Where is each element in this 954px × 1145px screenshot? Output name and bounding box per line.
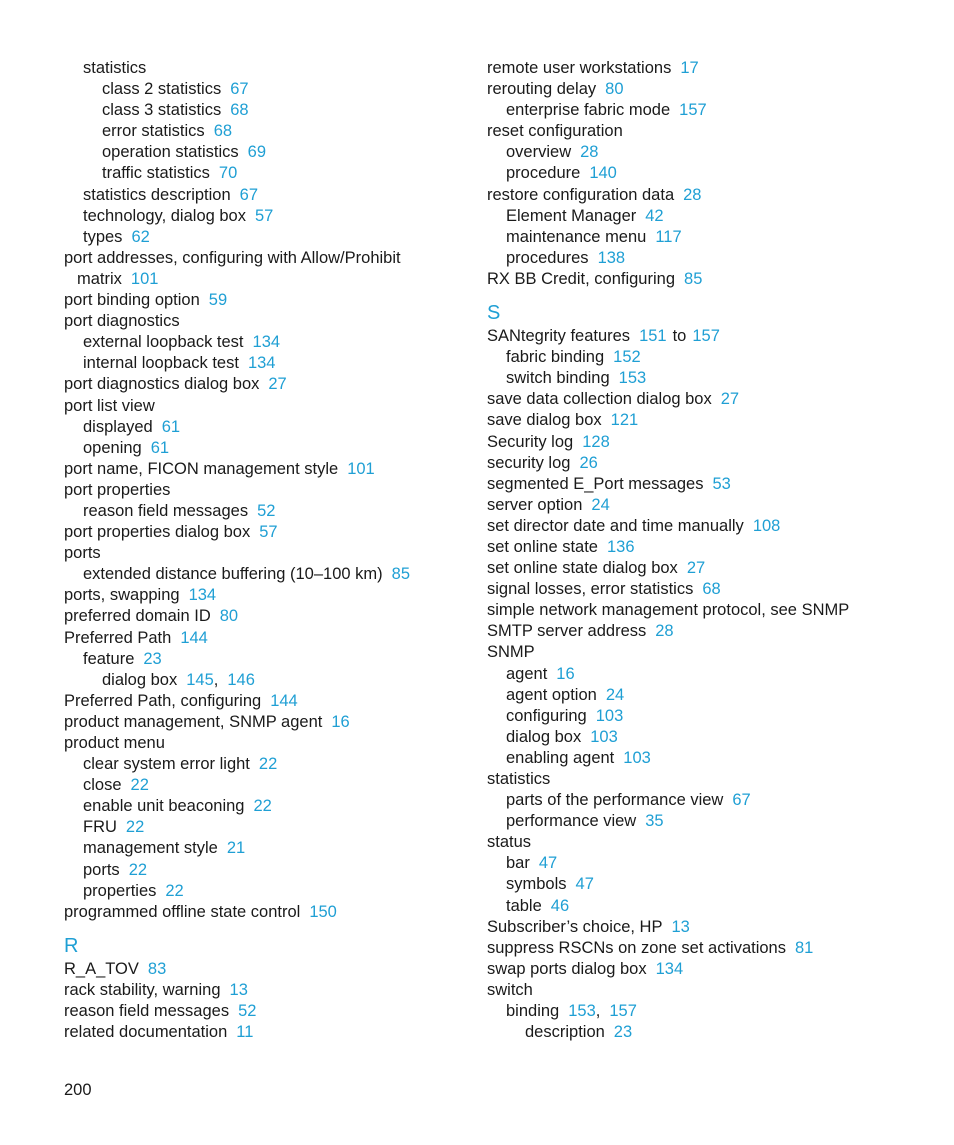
page-link[interactable]: 52 xyxy=(238,1002,257,1021)
index-entry xyxy=(487,121,927,142)
page-number: 200 xyxy=(64,1081,92,1099)
index-term: external loopback test xyxy=(83,333,244,352)
page-link[interactable]: 61 xyxy=(150,438,170,457)
page-link[interactable]: 128 xyxy=(582,432,610,451)
page-link[interactable]: 27 xyxy=(720,390,740,409)
index-entry xyxy=(64,733,464,754)
page-link[interactable]: 70 xyxy=(218,164,238,183)
page-link[interactable]: 134 xyxy=(655,959,684,978)
index-entry xyxy=(64,670,464,691)
index-entry xyxy=(64,649,464,670)
page-link[interactable]: 103 xyxy=(623,748,651,767)
page-link[interactable]: 67 xyxy=(230,80,249,99)
index-entry xyxy=(487,516,927,537)
page-link[interactable]: 69 xyxy=(247,143,267,162)
index-entry xyxy=(487,269,927,290)
index-term: swap ports dialog box xyxy=(487,959,647,978)
page-link[interactable]: 28 xyxy=(580,143,599,162)
index-entry xyxy=(487,206,927,227)
page-link[interactable]: 134 xyxy=(252,333,281,352)
index-term: segmented E_Port messages xyxy=(487,474,704,493)
index-entry xyxy=(64,459,464,480)
index-entry xyxy=(64,959,464,980)
index-entry xyxy=(487,896,927,917)
index-term: extended distance buffering (10–100 km) xyxy=(83,565,383,584)
page-link[interactable]: 28 xyxy=(683,185,702,204)
page-link[interactable]: 22 xyxy=(165,881,184,900)
index-term: configuring xyxy=(506,706,587,725)
index-entry xyxy=(64,1022,464,1043)
index-term: SMTP server address xyxy=(487,622,647,641)
page-link[interactable]: 22 xyxy=(125,818,145,837)
page-link[interactable]: 16 xyxy=(331,712,350,731)
page-link[interactable]: 101 xyxy=(347,459,375,478)
page-link[interactable]: 150 xyxy=(309,902,337,921)
index-term: switch xyxy=(487,980,533,999)
page-link[interactable]: 103 xyxy=(595,706,624,725)
page-link[interactable]: 46 xyxy=(550,896,570,915)
index-entry xyxy=(64,163,464,184)
page-link[interactable]: 62 xyxy=(131,227,150,246)
index-entry xyxy=(64,691,464,712)
index-entry xyxy=(487,811,927,832)
index-entry xyxy=(64,606,464,627)
index-entry xyxy=(487,664,927,685)
index-entry xyxy=(64,543,464,564)
index-term: fabric binding xyxy=(506,348,605,367)
index-term: port properties xyxy=(64,480,171,499)
page-link[interactable]: 140 xyxy=(589,164,617,183)
index-entry xyxy=(64,121,464,142)
index-term: statistics description xyxy=(83,185,231,204)
index-entry xyxy=(64,480,464,501)
index-entry xyxy=(487,474,927,495)
index-entry xyxy=(487,853,927,874)
page-link[interactable]: 117 xyxy=(655,227,682,246)
page-link[interactable]: 157 xyxy=(679,101,707,120)
index-term: binding xyxy=(506,1002,560,1021)
page-link[interactable]: 24 xyxy=(605,685,625,704)
page-link[interactable]: 24 xyxy=(591,495,610,514)
index-term: Security log xyxy=(487,432,574,451)
page-link[interactable]: 13 xyxy=(671,917,690,936)
index-entry xyxy=(487,326,927,347)
index-term: server option xyxy=(487,495,583,514)
index-entry xyxy=(64,796,464,817)
index-term: product management, SNMP agent xyxy=(64,712,323,731)
index-term: rack stability, warning xyxy=(64,980,221,999)
index-entry xyxy=(487,58,927,79)
index-term: R_A_TOV xyxy=(64,959,139,978)
index-term: signal losses, error statistics xyxy=(487,580,694,599)
index-term: management style xyxy=(83,839,218,858)
index-entry xyxy=(487,706,927,727)
index-entry xyxy=(487,874,927,895)
index-entry xyxy=(487,410,927,431)
index-term: ports xyxy=(83,860,120,879)
index-term: error statistics xyxy=(102,122,205,141)
index-entry xyxy=(487,537,927,558)
index-term: port name, FICON management style xyxy=(64,459,339,478)
page-link[interactable]: 134 xyxy=(247,354,276,373)
index-entry xyxy=(487,248,927,269)
index-entry xyxy=(487,769,927,790)
index-term: preferred domain ID xyxy=(64,607,211,626)
page-link[interactable]: 26 xyxy=(579,453,598,472)
index-entry xyxy=(64,1001,464,1022)
page-link[interactable]: 52 xyxy=(257,501,276,520)
index-entry xyxy=(64,311,464,332)
index-term: displayed xyxy=(83,417,153,436)
page-link[interactable]: 47 xyxy=(538,854,558,873)
index-entry xyxy=(487,685,927,706)
page-link[interactable]: 23 xyxy=(613,1023,633,1042)
index-term: set online state dialog box xyxy=(487,559,678,578)
index-term: types xyxy=(83,227,123,246)
index-entry xyxy=(487,368,927,389)
page-link[interactable]: 144 xyxy=(180,628,208,647)
index-entry xyxy=(64,332,464,353)
index-term: dialog box xyxy=(102,670,178,689)
index-term: performance view xyxy=(506,812,637,831)
index-term: internal loopback test xyxy=(83,354,239,373)
index-entry xyxy=(64,142,464,163)
index-entry xyxy=(64,564,464,585)
index-entry xyxy=(64,290,464,311)
index-entry xyxy=(64,501,464,522)
index-entry xyxy=(64,417,464,438)
page-link[interactable]: 108 xyxy=(752,516,781,535)
index-term: agent option xyxy=(506,685,597,704)
page-link[interactable]: 103 xyxy=(590,727,618,746)
index-term: simple network management protocol, see SNMP xyxy=(487,601,850,620)
index-entry xyxy=(487,938,927,959)
index-term: set online state xyxy=(487,537,598,556)
index-term: remote user workstations xyxy=(487,59,672,77)
index-term: set director date and time manually xyxy=(487,516,744,535)
index-column-left xyxy=(64,58,464,1043)
index-term: technology, dialog box xyxy=(83,206,246,225)
index-entry xyxy=(64,712,464,733)
page-link[interactable]: 138 xyxy=(597,248,626,267)
page-link[interactable]: 42 xyxy=(645,206,664,225)
page-link[interactable]: 17 xyxy=(680,59,699,77)
range-word: to xyxy=(672,327,687,346)
index-entry xyxy=(64,902,464,923)
index-column-right xyxy=(487,58,927,1043)
index-term: port list view xyxy=(64,396,155,415)
index-entry xyxy=(487,1022,927,1043)
index-entry xyxy=(64,374,464,395)
page-link[interactable]: 67 xyxy=(239,185,258,204)
index-entry xyxy=(64,817,464,838)
index-entry xyxy=(487,453,927,474)
page-separator: , xyxy=(213,670,219,689)
page-link[interactable]: 136 xyxy=(607,537,635,556)
index-term: SANtegrity features xyxy=(487,327,631,346)
index-term: statistics xyxy=(487,770,551,788)
index-term: opening xyxy=(83,438,142,457)
page-link[interactable]: 153 xyxy=(568,1002,596,1021)
index-entry xyxy=(64,227,464,248)
index-term: port properties dialog box xyxy=(64,523,251,542)
index-term: procedure xyxy=(506,164,581,183)
index-section-letter: S xyxy=(487,302,501,325)
index-term: save data collection dialog box xyxy=(487,390,712,409)
index-term-continuation xyxy=(64,269,464,290)
page-link[interactable]: 101 xyxy=(130,269,159,288)
page-link[interactable]: 80 xyxy=(219,607,239,626)
index-entry xyxy=(64,438,464,459)
index-term: Preferred Path, configuring xyxy=(64,691,262,710)
index-entry xyxy=(487,495,927,516)
index-term: class 3 statistics xyxy=(102,101,222,120)
index-term: SNMP xyxy=(487,643,535,662)
index-term: port addresses, configuring with Allow/Prohibit xyxy=(64,248,401,267)
index-term: traffic statistics xyxy=(102,164,210,183)
index-term: port diagnostics xyxy=(64,312,180,331)
index-term: class 2 statistics xyxy=(102,80,222,99)
index-entry xyxy=(64,775,464,796)
index-term: operation statistics xyxy=(102,143,239,162)
index-entry xyxy=(64,206,464,227)
page-link[interactable]: 27 xyxy=(686,559,706,578)
page-link[interactable]: 151 xyxy=(639,327,667,346)
page-link[interactable]: 22 xyxy=(258,755,278,774)
index-term: procedures xyxy=(506,248,589,267)
page-link[interactable]: 23 xyxy=(143,649,162,668)
index-entry xyxy=(64,628,464,649)
index-entry xyxy=(64,79,464,100)
index-term: overview xyxy=(506,143,572,162)
index-entry xyxy=(487,558,927,579)
index-entry xyxy=(487,980,927,1001)
index-entry xyxy=(487,185,927,206)
index-term: agent xyxy=(506,664,548,683)
index-term: related documentation xyxy=(64,1023,228,1042)
index-entry xyxy=(64,980,464,1001)
page-link[interactable]: 59 xyxy=(208,291,228,310)
index-entry xyxy=(487,727,927,748)
index-section-letter: R xyxy=(64,934,79,957)
page-link[interactable]: 85 xyxy=(391,565,411,584)
index-term: parts of the performance view xyxy=(506,791,724,810)
index-entry xyxy=(487,621,927,642)
index-term: security log xyxy=(487,453,571,472)
page-link[interactable]: 53 xyxy=(712,474,731,493)
page-link[interactable]: 121 xyxy=(610,411,639,430)
index-term: ports xyxy=(64,544,101,563)
index-entry xyxy=(487,432,927,453)
index-term: Subscriber’s choice, HP xyxy=(487,917,663,936)
page-link[interactable]: 134 xyxy=(188,586,217,605)
index-term: dialog box xyxy=(506,727,582,746)
page-link[interactable]: 27 xyxy=(268,375,287,394)
index-entry xyxy=(64,58,464,79)
index-entry xyxy=(64,185,464,206)
page-link[interactable]: 28 xyxy=(655,622,674,641)
index-entry xyxy=(487,1001,927,1022)
index-term: suppress RSCNs on zone set activations xyxy=(487,938,786,957)
page-link[interactable]: 144 xyxy=(270,691,298,710)
index-entry xyxy=(64,353,464,374)
index-entry xyxy=(64,396,464,417)
index-term: Preferred Path xyxy=(64,628,172,647)
index-entry xyxy=(487,142,927,163)
index-term: statistics xyxy=(83,59,147,77)
index-entry xyxy=(487,79,927,100)
index-entry xyxy=(487,642,927,663)
page-link[interactable]: 22 xyxy=(253,797,272,816)
index-term: close xyxy=(83,776,122,795)
index-entry xyxy=(487,748,927,769)
index-term: properties xyxy=(83,881,157,900)
page-link[interactable]: 68 xyxy=(213,122,233,141)
index-term: enable unit beaconing xyxy=(83,797,245,816)
index-term: enterprise fabric mode xyxy=(506,101,671,120)
index-term: RX BB Credit, configuring xyxy=(487,269,676,288)
index-term: port diagnostics dialog box xyxy=(64,375,260,394)
page-link[interactable]: 22 xyxy=(130,776,149,795)
page-separator: , xyxy=(595,1002,601,1021)
index-term: save dialog box xyxy=(487,411,602,430)
index-term: restore configuration data xyxy=(487,185,675,204)
index-term: rerouting delay xyxy=(487,80,597,99)
index-term: port binding option xyxy=(64,291,200,310)
index-entry xyxy=(487,917,927,938)
index-term: feature xyxy=(83,649,135,668)
index-term: reset configuration xyxy=(487,122,623,141)
page-link[interactable]: 85 xyxy=(684,269,703,288)
page-link[interactable]: 157 xyxy=(692,327,720,346)
page-link[interactable]: 11 xyxy=(236,1023,254,1042)
index-entry xyxy=(64,838,464,859)
page-link[interactable]: 146 xyxy=(227,670,255,689)
page-link[interactable]: 68 xyxy=(702,580,721,599)
index-term: description xyxy=(525,1023,605,1042)
index-entry xyxy=(64,522,464,543)
index-term: ports, swapping xyxy=(64,586,180,605)
index-term: enabling agent xyxy=(506,748,615,767)
page-link[interactable]: 68 xyxy=(230,101,249,120)
index-term: product menu xyxy=(64,734,165,752)
index-entry xyxy=(64,100,464,121)
page-link[interactable]: 16 xyxy=(556,664,575,683)
index-term: table xyxy=(506,896,542,915)
index-term: symbols xyxy=(506,875,567,894)
index-entry xyxy=(487,579,927,600)
index-entry xyxy=(64,881,464,902)
index-term: reason field messages xyxy=(64,1002,230,1021)
page-link[interactable]: 13 xyxy=(229,980,248,999)
index-entry xyxy=(64,860,464,881)
index-entry xyxy=(487,347,927,368)
page-link[interactable]: 157 xyxy=(609,1002,637,1021)
page-link[interactable]: 47 xyxy=(575,875,594,894)
page-link[interactable]: 57 xyxy=(259,523,278,542)
page-link[interactable]: 80 xyxy=(605,80,624,99)
index-entry xyxy=(487,227,927,248)
index-term: programmed offline state control xyxy=(64,902,301,921)
index-entry xyxy=(487,389,927,410)
page-link[interactable]: 61 xyxy=(161,417,181,436)
index-term: maintenance menu xyxy=(506,227,647,246)
index-entry xyxy=(487,832,927,853)
page-link[interactable]: 145 xyxy=(186,670,214,689)
page-link[interactable]: 67 xyxy=(732,791,751,810)
index-term: bar xyxy=(506,854,530,873)
page-link[interactable]: 83 xyxy=(147,959,167,978)
index-term: switch binding xyxy=(506,369,610,388)
index-entry xyxy=(487,163,927,184)
index-term: status xyxy=(487,833,532,852)
index-entry xyxy=(487,100,927,121)
index-term: clear system error light xyxy=(83,755,250,774)
index-term: matrix xyxy=(77,269,122,288)
index-entry xyxy=(64,585,464,606)
index-term: FRU xyxy=(83,818,117,837)
index-entry xyxy=(487,959,927,980)
page-link[interactable]: 81 xyxy=(794,938,814,957)
index-entry xyxy=(64,248,464,290)
page-link[interactable]: 35 xyxy=(645,812,664,831)
page-link[interactable]: 57 xyxy=(254,206,274,225)
index-term: reason field messages xyxy=(83,501,249,520)
index-entry xyxy=(487,600,927,621)
page-link[interactable]: 152 xyxy=(613,348,641,367)
index-entry xyxy=(64,754,464,775)
page-link[interactable]: 21 xyxy=(226,839,246,858)
index-entry xyxy=(487,790,927,811)
index-term: Element Manager xyxy=(506,206,637,225)
page-link[interactable]: 22 xyxy=(128,860,148,879)
page-link[interactable]: 153 xyxy=(618,369,647,388)
